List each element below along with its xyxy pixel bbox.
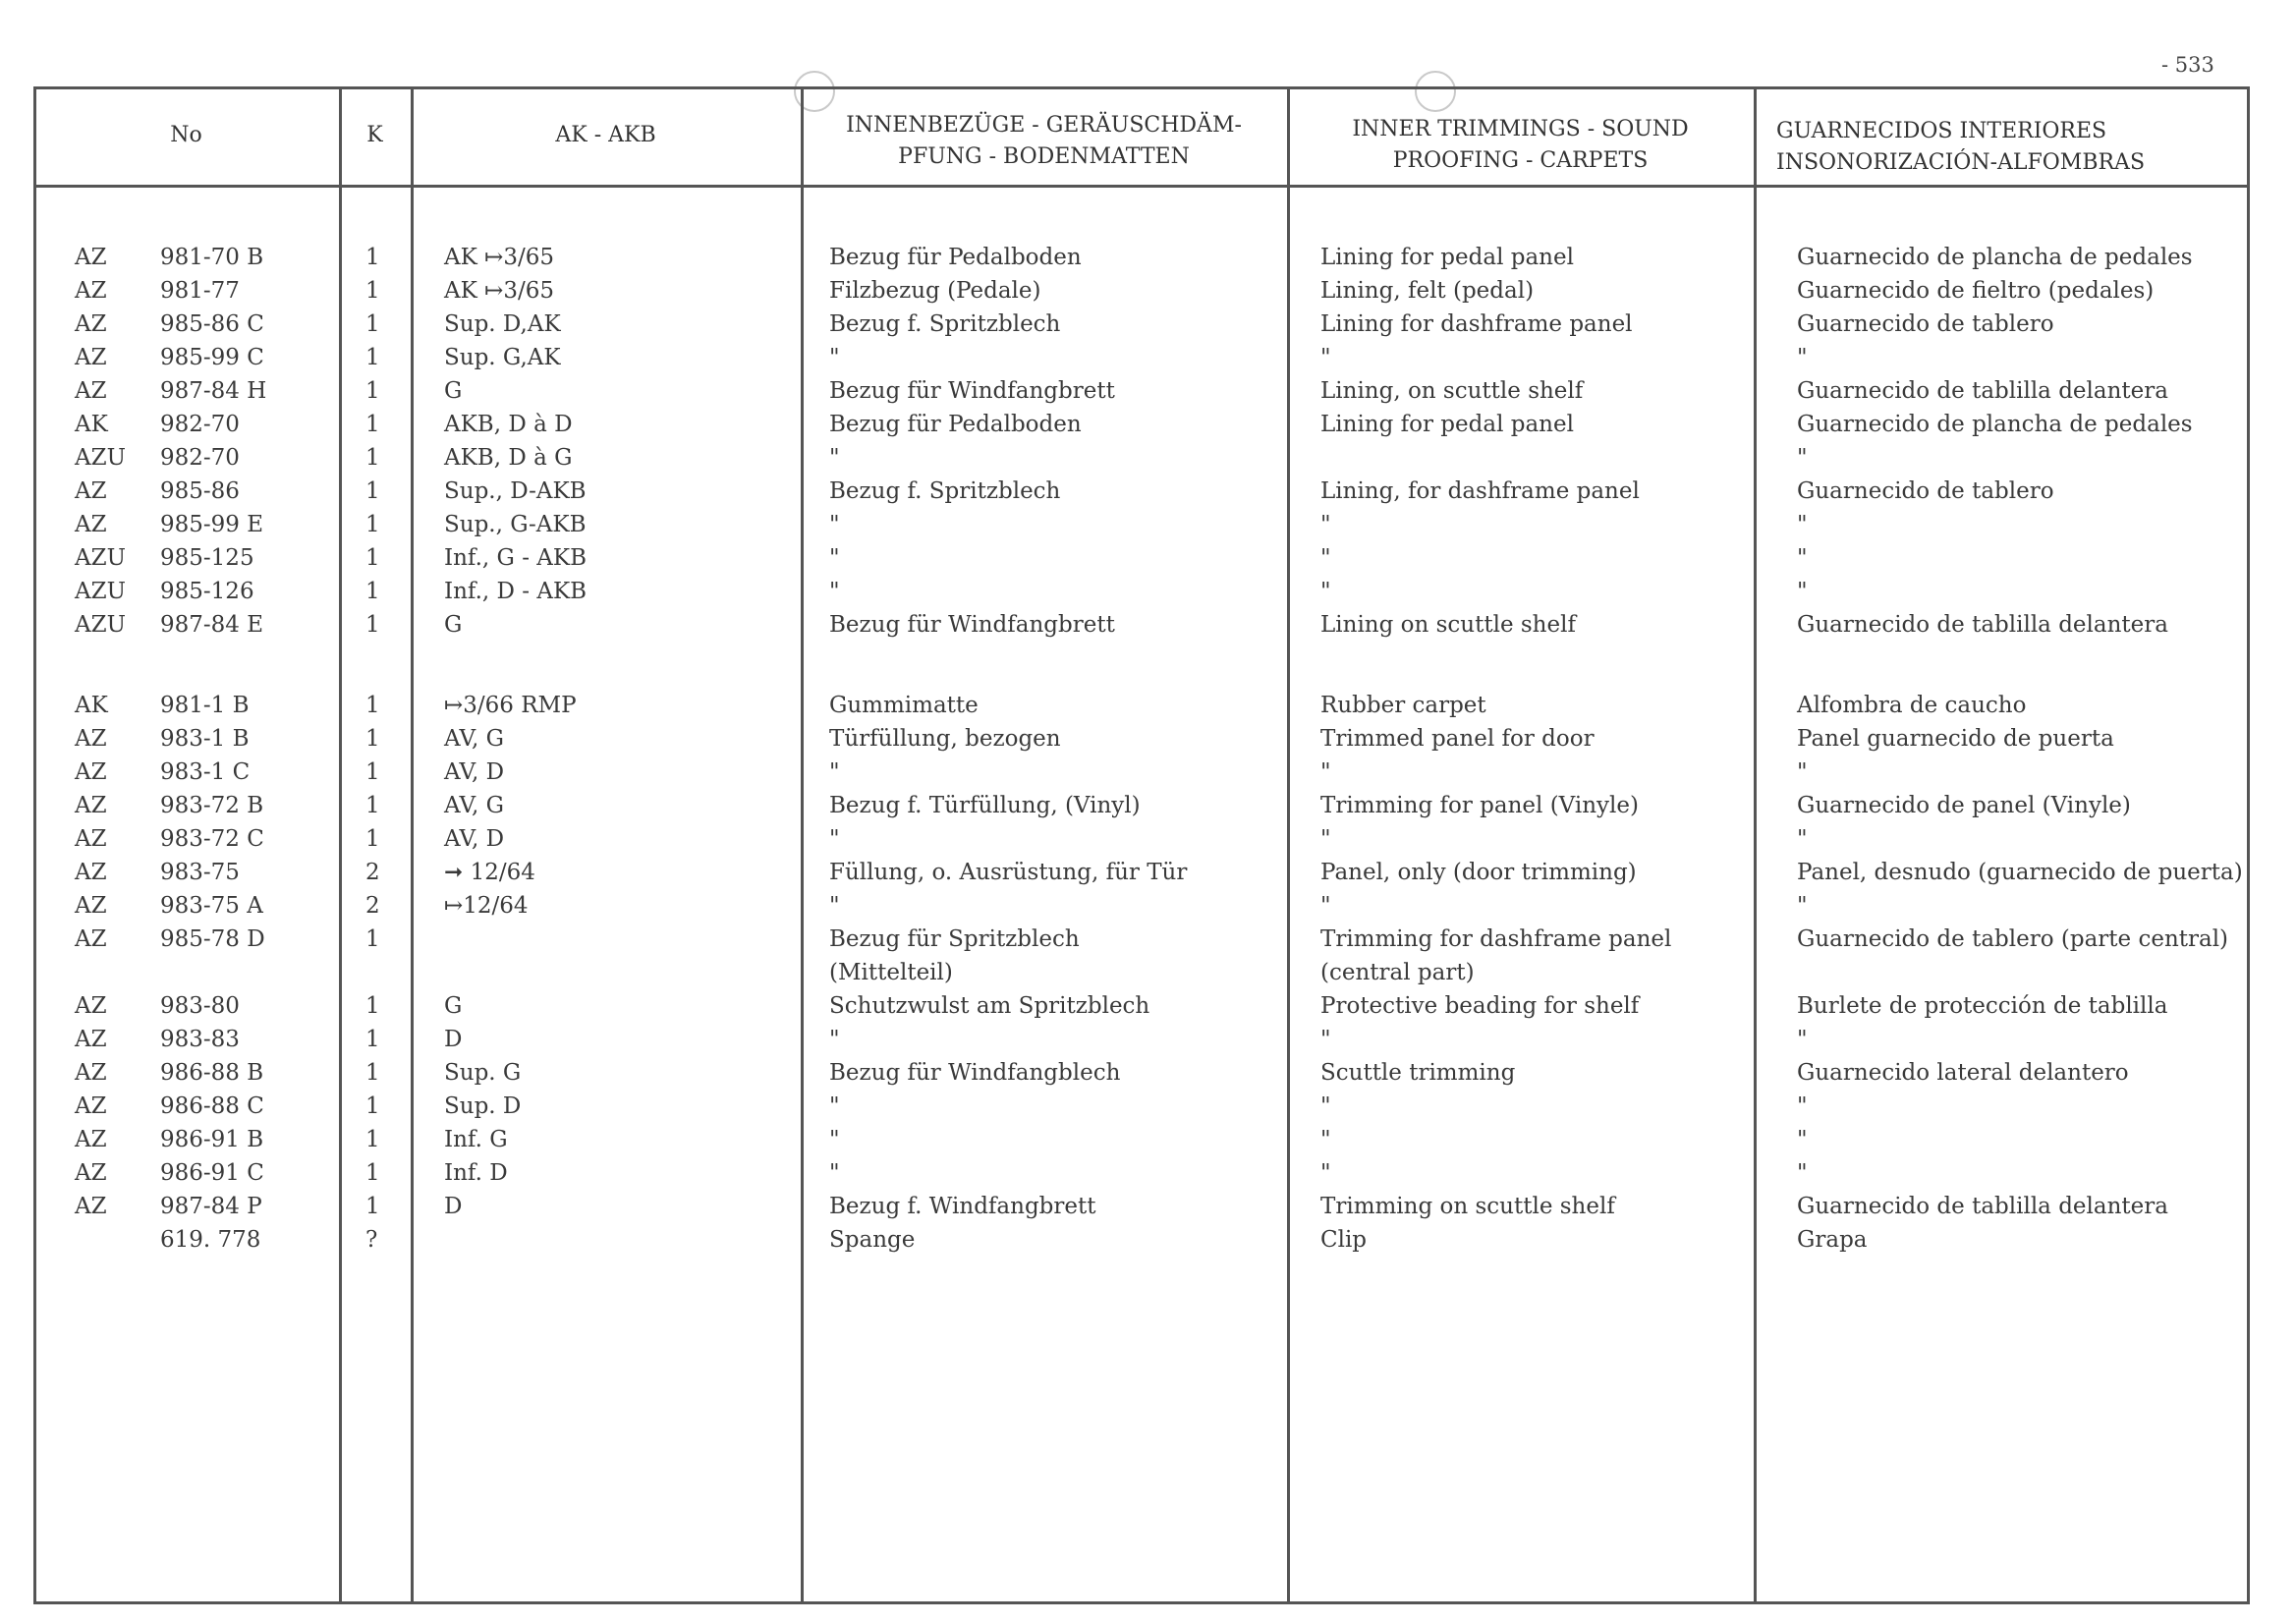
row-spanish: Panel, desnudo (guarnecido de puerta) [1797, 860, 2243, 885]
row-part-number: 987-84 E [160, 612, 264, 638]
header-spanish-line-2: INSONORIZACIÓN-ALFOMBRAS [1776, 150, 2146, 175]
row-spanish: Alfombra de caucho [1797, 693, 2027, 718]
row-prefix: AZU [75, 445, 126, 471]
table-row [33, 923, 2250, 956]
row-spanish: " [1797, 759, 1808, 785]
row-spanish: Guarnecido de tablero [1797, 478, 2054, 504]
row-ak-akb: AK ↦3/65 [444, 278, 555, 304]
row-english: " [1320, 1093, 1331, 1119]
header-german-line-2: PFUNG - BODENMATTEN [898, 144, 1190, 169]
row-prefix: AK [75, 412, 108, 437]
row-spanish: Guarnecido de plancha de pedales [1797, 245, 2193, 270]
row-ak-akb: AKB, D à D [444, 412, 573, 437]
row-german: Gummimatte [829, 693, 979, 718]
row-quantity: 1 [365, 759, 380, 785]
row-german: Bezug für Windfangblech [829, 1060, 1121, 1086]
row-ak-akb: Sup. D,AK [444, 311, 561, 337]
row-english: " [1320, 1127, 1331, 1152]
row-english: Clip [1320, 1227, 1368, 1253]
row-prefix: AZ [75, 726, 107, 752]
row-quantity: 1 [365, 245, 380, 270]
table-row [33, 608, 2250, 642]
row-english: Lining for pedal panel [1320, 245, 1574, 270]
row-german: " [829, 893, 840, 919]
row-german: " [829, 1160, 840, 1186]
table-row [33, 789, 2250, 822]
row-ak-akb: G [444, 993, 463, 1019]
row-english: " [1320, 345, 1331, 370]
row-prefix: AZ [75, 1027, 107, 1052]
row-english: Lining, felt (pedal) [1320, 278, 1535, 304]
row-german: Schutzwulst am Spritzblech [829, 993, 1150, 1019]
row-quantity: 1 [365, 278, 380, 304]
row-prefix: AZ [75, 759, 107, 785]
row-quantity: 1 [365, 926, 380, 952]
row-spanish: " [1797, 1027, 1808, 1052]
table-row [33, 889, 2250, 923]
table-row [33, 689, 2250, 722]
row-english: Lining, for dashframe panel [1320, 478, 1640, 504]
row-part-number: 986-91 C [160, 1160, 264, 1186]
table-row [33, 1123, 2250, 1156]
row-german: Bezug für Pedalboden [829, 245, 1082, 270]
row-english: Lining for dashframe panel [1320, 311, 1633, 337]
row-german: Bezug für Spritzblech [829, 926, 1080, 952]
header-english-line-1: INNER TRIMMINGS - SOUND [1352, 117, 1689, 141]
row-quantity: 1 [365, 826, 380, 852]
row-prefix: AZ [75, 278, 107, 304]
row-english: " [1320, 579, 1331, 604]
row-part-number: 983-72 B [160, 793, 264, 818]
table-row [33, 756, 2250, 789]
row-ak-akb: AKB, D à G [444, 445, 573, 471]
row-part-number: 982-70 [160, 412, 240, 437]
row-part-number: 985-126 [160, 579, 254, 604]
row-quantity: 1 [365, 693, 380, 718]
row-german: " [829, 512, 840, 537]
row-ak-akb: G [444, 612, 463, 638]
row-prefix: AZ [75, 926, 107, 952]
row-german: Bezug f. Windfangbrett [829, 1194, 1096, 1219]
row-spanish: Panel guarnecido de puerta [1797, 726, 2114, 752]
table-row [33, 822, 2250, 856]
row-prefix: AZU [75, 579, 126, 604]
row-quantity: 1 [365, 1194, 380, 1219]
row-spanish: " [1797, 1093, 1808, 1119]
row-spanish: " [1797, 1127, 1808, 1152]
table-row [33, 341, 2250, 374]
row-spanish: " [1797, 893, 1808, 919]
header-german-line-1: INNENBEZÜGE - GERÄUSCHDÄM- [846, 113, 1242, 138]
table-row [33, 1056, 2250, 1090]
row-ak-akb: ↦3/66 RMP [444, 693, 577, 718]
row-part-number: 985-99 C [160, 345, 264, 370]
row-english: " [1320, 545, 1331, 571]
row-german: " [829, 545, 840, 571]
row-spanish: Grapa [1797, 1227, 1868, 1253]
table-row [33, 508, 2250, 541]
row-part-number: 986-88 B [160, 1060, 264, 1086]
row-quantity: 2 [365, 893, 380, 919]
row-part-number: 982-70 [160, 445, 240, 471]
row-quantity: 1 [365, 545, 380, 571]
row-part-number: 987-84 H [160, 378, 267, 404]
row-quantity: 1 [365, 612, 380, 638]
row-english: Trimming on scuttle shelf [1320, 1194, 1615, 1219]
row-german: " [829, 1027, 840, 1052]
row-prefix: AK [75, 693, 108, 718]
row-ak-akb: Sup., D-AKB [444, 478, 587, 504]
row-english: " [1320, 512, 1331, 537]
header-english [1287, 114, 1754, 177]
row-ak-akb: ↦12/64 [444, 893, 529, 919]
table-row [33, 408, 2250, 441]
row-ak-akb: D [444, 1194, 463, 1219]
row-spanish: Guarnecido de fieltro (pedales) [1797, 278, 2155, 304]
row-part-number: 983-1 B [160, 726, 250, 752]
row-part-number: 983-1 C [160, 759, 251, 785]
row-quantity: 1 [365, 1060, 380, 1086]
header-spanish [1776, 116, 2238, 179]
row-ak-akb: Sup. D [444, 1093, 522, 1119]
row-part-number: 985-78 D [160, 926, 265, 952]
row-quantity: 1 [365, 445, 380, 471]
row-quantity: 1 [365, 311, 380, 337]
row-prefix: AZ [75, 1060, 107, 1086]
row-quantity: 1 [365, 378, 380, 404]
row-german: Bezug für Pedalboden [829, 412, 1082, 437]
row-german: Bezug f. Spritzblech [829, 478, 1061, 504]
row-english: Trimming for panel (Vinyle) [1320, 793, 1639, 818]
row-part-number: 983-80 [160, 993, 240, 1019]
row-quantity: 1 [365, 478, 380, 504]
header-english-line-2: PROOFING - CARPETS [1392, 148, 1649, 173]
table-row [33, 374, 2250, 408]
row-ak-akb: Inf., G - AKB [444, 545, 587, 571]
header-divider [33, 185, 2250, 188]
row-german: Füllung, o. Ausrüstung, für Tür [829, 860, 1188, 885]
header-no: No [170, 123, 202, 147]
row-english: " [1320, 1160, 1331, 1186]
row-part-number: 986-88 C [160, 1093, 264, 1119]
row-german: Türfüllung, bezogen [829, 726, 1061, 752]
row-spanish: " [1797, 579, 1808, 604]
row-quantity: 2 [365, 860, 380, 885]
row-prefix: AZ [75, 1194, 107, 1219]
header-k: K [366, 123, 383, 147]
row-german: Bezug f. Türfüllung, (Vinyl) [829, 793, 1141, 818]
row-spanish: Guarnecido de panel (Vinyle) [1797, 793, 2131, 818]
header-ak-akb: AK - AKB [555, 123, 656, 147]
row-german: Bezug für Windfangbrett [829, 612, 1115, 638]
row-prefix: AZ [75, 826, 107, 852]
table-row [33, 1023, 2250, 1056]
row-prefix: AZ [75, 993, 107, 1019]
row-german: " [829, 445, 840, 471]
row-english: " [1320, 893, 1331, 919]
table-row [33, 241, 2250, 274]
table-row [33, 441, 2250, 475]
row-quantity: 1 [365, 726, 380, 752]
page-number: - 533 [2161, 53, 2214, 77]
row-spanish: Guarnecido de tablero (parte central) [1797, 926, 2229, 952]
row-prefix: AZ [75, 860, 107, 885]
row-german: " [829, 1093, 840, 1119]
row-part-number: 987-84 P [160, 1194, 262, 1219]
row-ak-akb: Inf. D [444, 1160, 508, 1186]
table-row [33, 1156, 2250, 1190]
row-spanish: " [1797, 545, 1808, 571]
row-ak-akb: AV, D [444, 759, 505, 785]
table-row [33, 1090, 2250, 1123]
row-part-number: 985-86 [160, 478, 240, 504]
row-ak-akb: G [444, 378, 463, 404]
row-german: " [829, 826, 840, 852]
row-spanish: Guarnecido de tablero [1797, 311, 2054, 337]
row-german: (Mittelteil) [829, 960, 953, 985]
row-ak-akb: Sup., G-AKB [444, 512, 587, 537]
table-row [33, 989, 2250, 1023]
row-quantity: 1 [365, 1093, 380, 1119]
row-quantity: 1 [365, 579, 380, 604]
row-quantity: ? [365, 1227, 378, 1253]
row-ak-akb: Inf., D - AKB [444, 579, 588, 604]
row-prefix: AZ [75, 245, 107, 270]
row-part-number: 981-77 [160, 278, 240, 304]
row-spanish: Guarnecido de tablilla delantera [1797, 612, 2168, 638]
table-row [33, 475, 2250, 508]
row-prefix: AZ [75, 512, 107, 537]
row-spanish: " [1797, 512, 1808, 537]
row-english: Lining for pedal panel [1320, 412, 1574, 437]
row-ak-akb: AK ↦3/65 [444, 245, 555, 270]
row-spanish: Guarnecido lateral delantero [1797, 1060, 2129, 1086]
row-part-number: 983-75 [160, 860, 240, 885]
header-german [801, 110, 1287, 173]
table-row [33, 308, 2250, 341]
row-english: Lining on scuttle shelf [1320, 612, 1576, 638]
row-ak-akb: Sup. G,AK [444, 345, 561, 370]
table-row [33, 1190, 2250, 1223]
table-row [33, 956, 2250, 989]
row-english: Scuttle trimming [1320, 1060, 1516, 1086]
row-prefix: AZU [75, 612, 126, 638]
row-part-number: 619. 778 [160, 1227, 261, 1253]
table-row [33, 541, 2250, 575]
row-part-number: 985-125 [160, 545, 254, 571]
table-row [33, 274, 2250, 308]
row-part-number: 986-91 B [160, 1127, 264, 1152]
row-german: " [829, 345, 840, 370]
row-german: Spange [829, 1227, 916, 1253]
row-prefix: AZ [75, 1127, 107, 1152]
header-spanish-line-1: GUARNECIDOS INTERIORES [1776, 119, 2107, 143]
row-spanish: Guarnecido de tablilla delantera [1797, 1194, 2168, 1219]
row-quantity: 1 [365, 1127, 380, 1152]
row-german: " [829, 579, 840, 604]
row-english: " [1320, 1027, 1331, 1052]
row-quantity: 1 [365, 993, 380, 1019]
table-row [33, 856, 2250, 889]
row-german: Bezug f. Spritzblech [829, 311, 1061, 337]
table-row [33, 1223, 2250, 1257]
row-prefix: AZ [75, 311, 107, 337]
table-row [33, 575, 2250, 608]
row-ak-akb: Inf. G [444, 1127, 508, 1152]
row-quantity: 1 [365, 345, 380, 370]
row-english: Rubber carpet [1320, 693, 1486, 718]
row-prefix: AZ [75, 893, 107, 919]
row-english: Panel, only (door trimming) [1320, 860, 1637, 885]
row-ak-akb: ➞ 12/64 [444, 860, 535, 885]
row-english: " [1320, 826, 1331, 852]
row-part-number: 985-86 C [160, 311, 264, 337]
row-spanish: Burlete de protección de tablilla [1797, 993, 2168, 1019]
row-quantity: 1 [365, 1027, 380, 1052]
row-ak-akb: AV, G [444, 793, 505, 818]
row-english: (central part) [1320, 960, 1475, 985]
row-quantity: 1 [365, 793, 380, 818]
row-english: Trimming for dashframe panel [1320, 926, 1672, 952]
row-prefix: AZ [75, 478, 107, 504]
row-german: Filzbezug (Pedale) [829, 278, 1041, 304]
row-german: " [829, 1127, 840, 1152]
row-german: " [829, 759, 840, 785]
row-part-number: 983-72 C [160, 826, 264, 852]
row-spanish: " [1797, 826, 1808, 852]
row-prefix: AZ [75, 1093, 107, 1119]
row-english: Protective beading for shelf [1320, 993, 1640, 1019]
row-prefix: AZ [75, 1160, 107, 1186]
row-prefix: AZU [75, 545, 126, 571]
row-ak-akb: Sup. G [444, 1060, 522, 1086]
row-quantity: 1 [365, 412, 380, 437]
row-quantity: 1 [365, 512, 380, 537]
row-part-number: 981-1 B [160, 693, 250, 718]
row-quantity: 1 [365, 1160, 380, 1186]
row-spanish: Guarnecido de plancha de pedales [1797, 412, 2193, 437]
row-part-number: 985-99 E [160, 512, 264, 537]
row-prefix: AZ [75, 793, 107, 818]
row-ak-akb: AV, G [444, 726, 505, 752]
row-spanish: Guarnecido de tablilla delantera [1797, 378, 2168, 404]
row-part-number: 983-75 A [160, 893, 263, 919]
row-part-number: 981-70 B [160, 245, 264, 270]
row-english: " [1320, 759, 1331, 785]
row-german: Bezug für Windfangbrett [829, 378, 1115, 404]
row-english: Trimmed panel for door [1320, 726, 1595, 752]
row-ak-akb: AV, D [444, 826, 505, 852]
row-spanish: " [1797, 445, 1808, 471]
row-prefix: AZ [75, 345, 107, 370]
row-part-number: 983-83 [160, 1027, 240, 1052]
row-spanish: " [1797, 1160, 1808, 1186]
table-row [33, 722, 2250, 756]
row-ak-akb: D [444, 1027, 463, 1052]
row-prefix: AZ [75, 378, 107, 404]
row-spanish: " [1797, 345, 1808, 370]
row-english: Lining, on scuttle shelf [1320, 378, 1584, 404]
